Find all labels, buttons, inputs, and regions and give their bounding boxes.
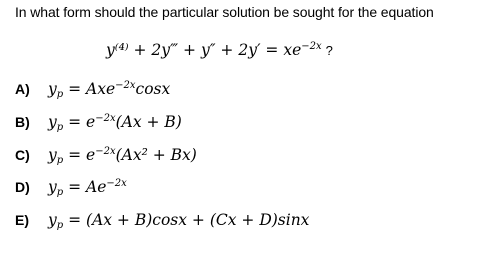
option-formula: $y_p = Axe^{-2x}\cos x$ — [48, 80, 171, 100]
option-a[interactable] — [15, 80, 170, 104]
option-d[interactable] — [15, 178, 127, 202]
option-b[interactable] — [15, 113, 182, 137]
option-formula: $y_p = (Ax + B)\cos x + (Cx + D)\sin x$ — [48, 211, 310, 231]
equation-question-mark: ? — [325, 43, 333, 58]
equation-rhs-exponent: −2x — [301, 41, 322, 52]
equation-equals: = — [260, 41, 284, 59]
option-c[interactable] — [15, 146, 197, 170]
equation-rhs: xe — [283, 41, 302, 59]
option-formula: $y_p = e^{-2x}(Ax + B)$ — [48, 113, 182, 133]
option-formula: $y_p = Ae^{-2x}$ — [48, 178, 127, 198]
option-letter: A) — [15, 81, 30, 97]
equation — [106, 41, 333, 59]
option-e[interactable] — [15, 211, 309, 235]
option-letter: D) — [15, 179, 30, 195]
option-letter: B) — [15, 114, 30, 130]
equation-lhs: y⁽⁴⁾ + 2y‴ + y″ + 2y′ — [106, 41, 261, 59]
option-formula: $y_p = e^{-2x}(Ax^2 + Bx)$ — [48, 146, 197, 166]
option-letter: E) — [15, 212, 29, 228]
option-letter: C) — [15, 147, 30, 163]
question-text: In what form should the particular solution be sought for the equation — [15, 4, 434, 20]
